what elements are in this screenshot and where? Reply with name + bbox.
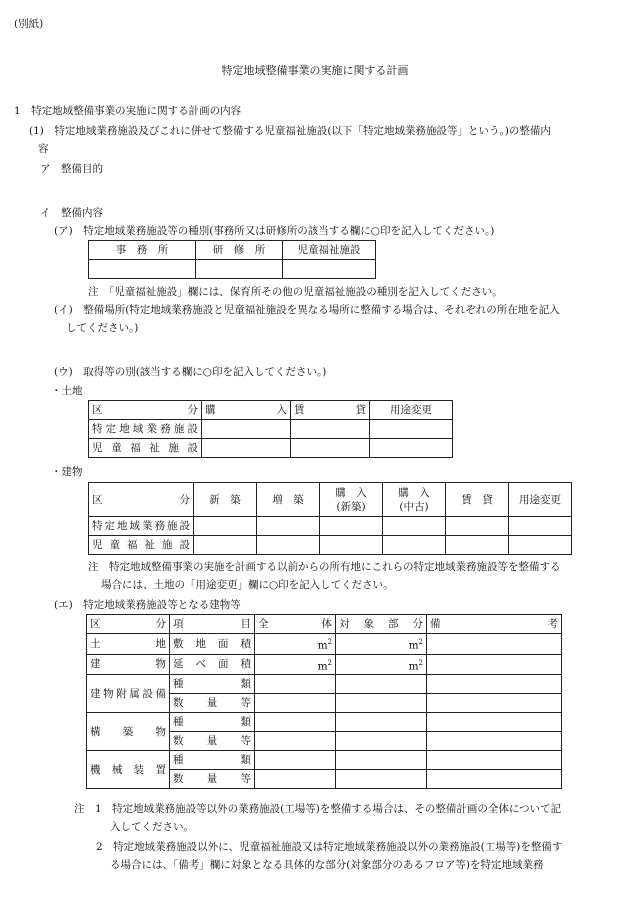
- detail-row-equipment: 建物附属設備: [87, 675, 170, 713]
- detail-cell-target[interactable]: [336, 770, 427, 789]
- bldg-col-buy-used: 購 入 (中古): [383, 483, 446, 517]
- detail-cell-remarks[interactable]: [427, 675, 562, 694]
- detail-cell-total[interactable]: $m^2$: [255, 634, 336, 655]
- detail-cell-total[interactable]: [255, 675, 336, 694]
- detail-row-structure: 構 築 物: [87, 713, 170, 751]
- detail-col-remarks: 備 考: [427, 615, 562, 634]
- detail-col-category: 区 分: [87, 615, 170, 634]
- detail-cell-total[interactable]: [255, 713, 336, 732]
- land-row-business: 特定地域業務施設: [89, 420, 202, 439]
- attachment-label: (別紙): [14, 18, 44, 30]
- detail-cell-target[interactable]: [336, 713, 427, 732]
- detail-row-land: 土 地: [87, 634, 170, 655]
- bldg-cell[interactable]: [194, 517, 257, 536]
- type-childcare-cell[interactable]: [283, 260, 376, 279]
- detail-cell-total[interactable]: [255, 770, 336, 789]
- facility-type-table: [88, 240, 376, 279]
- bldg-cell[interactable]: [509, 517, 572, 536]
- footnote-2: 2 特定地域業務施設以外に、児童福祉施設又は特定地域業務施設以外の業務施設(工場等)を整備す: [96, 841, 563, 853]
- detail-row-building: 建 物: [87, 654, 170, 675]
- section-1-heading: 1 特定地域整備事業の実施に関する計画の内容: [14, 105, 242, 117]
- land-label: ・土地: [51, 385, 83, 397]
- detail-col-total: 全 体: [255, 615, 336, 634]
- location-heading: (イ) 整備場所(特定地域業務施設と児童福祉施設を異なる場所に整備する場合は、それぞれの所在地を記入: [54, 304, 560, 316]
- land-cell[interactable]: [370, 420, 453, 439]
- detail-cell-target[interactable]: [336, 732, 427, 751]
- bldg-cell[interactable]: [320, 517, 383, 536]
- bldg-col-category: 区 分: [89, 483, 194, 517]
- type-training-header: 研 修 所: [196, 241, 283, 260]
- detail-item-kind: 種 類: [170, 675, 255, 694]
- subsection-1-heading-cont: 容: [38, 143, 49, 155]
- detail-item-quantity: 数 量 等: [170, 732, 255, 751]
- detail-cell-remarks[interactable]: [427, 732, 562, 751]
- acquisition-heading: (ウ) 取得等の別(該当する欄に○印を記入してください。): [54, 366, 327, 378]
- detail-cell-remarks[interactable]: [427, 634, 562, 655]
- land-cell[interactable]: [291, 420, 370, 439]
- bldg-cell[interactable]: [320, 536, 383, 555]
- land-cell[interactable]: [291, 439, 370, 458]
- footnote-1: 注 1 特定地域業務施設等以外の業務施設(工場等)を整備する場合は、その整備計画の全体について記: [74, 803, 562, 815]
- detail-cell-remarks[interactable]: [427, 713, 562, 732]
- content-heading: イ 整備内容: [40, 207, 103, 219]
- detail-item-kind: 種 類: [170, 751, 255, 770]
- land-col-purchase: 購 入: [202, 401, 291, 420]
- building-label: ・建物: [51, 466, 83, 478]
- detail-cell-target[interactable]: [336, 694, 427, 713]
- type-training-cell[interactable]: [196, 260, 283, 279]
- detail-cell-total[interactable]: $m^2$: [255, 654, 336, 675]
- detail-cell-total[interactable]: [255, 694, 336, 713]
- bldg-col-extend: 増 築: [257, 483, 320, 517]
- detail-cell-total[interactable]: [255, 732, 336, 751]
- detail-cell-remarks[interactable]: [427, 694, 562, 713]
- land-cell[interactable]: [202, 420, 291, 439]
- footnote-1-cont: 入してください。: [110, 821, 194, 833]
- detail-row-machinery: 機械装置: [87, 751, 170, 789]
- detail-item-site-area: 敷地面積: [170, 634, 255, 655]
- detail-cell-target[interactable]: [336, 675, 427, 694]
- bldg-cell[interactable]: [383, 517, 446, 536]
- bldg-cell[interactable]: [446, 517, 509, 536]
- bldg-col-new: 新 築: [194, 483, 257, 517]
- bldg-cell[interactable]: [194, 536, 257, 555]
- land-acquisition-table: [88, 400, 453, 458]
- type-office-cell[interactable]: [89, 260, 196, 279]
- purpose-heading: ア 整備目的: [40, 163, 103, 175]
- facility-type-heading: (ア) 特定地域業務施設等の種別(事務所又は研修所の該当する欄に○印を記入してください。): [54, 225, 495, 237]
- land-cell[interactable]: [370, 439, 453, 458]
- detail-item-floor-area: 延べ面積: [170, 654, 255, 675]
- facility-type-note: 注 「児童福祉施設」欄には、保育所その他の児童福祉施設の種別を記入してください。: [88, 286, 503, 298]
- bldg-col-change: 用途変更: [509, 483, 572, 517]
- location-heading-cont: してください。): [66, 322, 139, 334]
- bldg-row-childcare: 児童福祉施設: [89, 536, 194, 555]
- building-acquisition-table: [88, 482, 572, 555]
- land-col-lease: 賃 貸: [291, 401, 370, 420]
- land-cell[interactable]: [202, 439, 291, 458]
- land-col-category: 区 分: [89, 401, 202, 420]
- bldg-col-lease: 賃 貸: [446, 483, 509, 517]
- page-title: 特定地域整備事業の実施に関する計画: [221, 64, 409, 77]
- building-detail-heading: (エ) 特定地域業務施設等となる建物等: [54, 599, 241, 611]
- type-childcare-header: 児童福祉施設: [283, 241, 376, 260]
- detail-item-kind: 種 類: [170, 713, 255, 732]
- footnote-2-cont: る場合には、「備考」欄に対象となる具体的な部分(対象部分のあるフロア等)を特定地域業務: [110, 859, 544, 871]
- detail-cell-target[interactable]: [336, 751, 427, 770]
- acquisition-note-1: 注 特定地域整備事業の実施を計画する以前からの所有地にこれらの特定地域業務施設等を整備する: [88, 561, 561, 573]
- building-detail-table: [86, 614, 562, 789]
- detail-col-target: 対象部分: [336, 615, 427, 634]
- detail-cell-total[interactable]: [255, 751, 336, 770]
- detail-item-quantity: 数 量 等: [170, 694, 255, 713]
- detail-col-item: 項 目: [170, 615, 255, 634]
- acquisition-note-2: 場合には、土地の「用途変更」欄に○印を記入してください。: [101, 579, 394, 591]
- bldg-row-business: 特定地域業務施設: [89, 517, 194, 536]
- bldg-col-buy-new: 購 入 (新築): [320, 483, 383, 517]
- bldg-cell[interactable]: [509, 536, 572, 555]
- detail-cell-target[interactable]: $m^2$: [336, 634, 427, 655]
- bldg-cell[interactable]: [257, 536, 320, 555]
- bldg-cell[interactable]: [257, 517, 320, 536]
- detail-item-quantity: 数 量 等: [170, 770, 255, 789]
- type-office-header: 事 務 所: [89, 241, 196, 260]
- detail-cell-target[interactable]: $m^2$: [336, 654, 427, 675]
- detail-cell-remarks[interactable]: [427, 770, 562, 789]
- bldg-cell[interactable]: [383, 536, 446, 555]
- land-row-childcare: 児童福祉施設: [89, 439, 202, 458]
- subsection-1-heading: (1) 特定地域業務施設及びこれに併せて整備する児童福祉施設(以下「特定地域業務施設等」という。)の整備内: [29, 125, 551, 137]
- detail-cell-remarks[interactable]: [427, 751, 562, 770]
- land-col-change: 用途変更: [370, 401, 453, 420]
- bldg-cell[interactable]: [446, 536, 509, 555]
- detail-cell-remarks[interactable]: [427, 654, 562, 675]
